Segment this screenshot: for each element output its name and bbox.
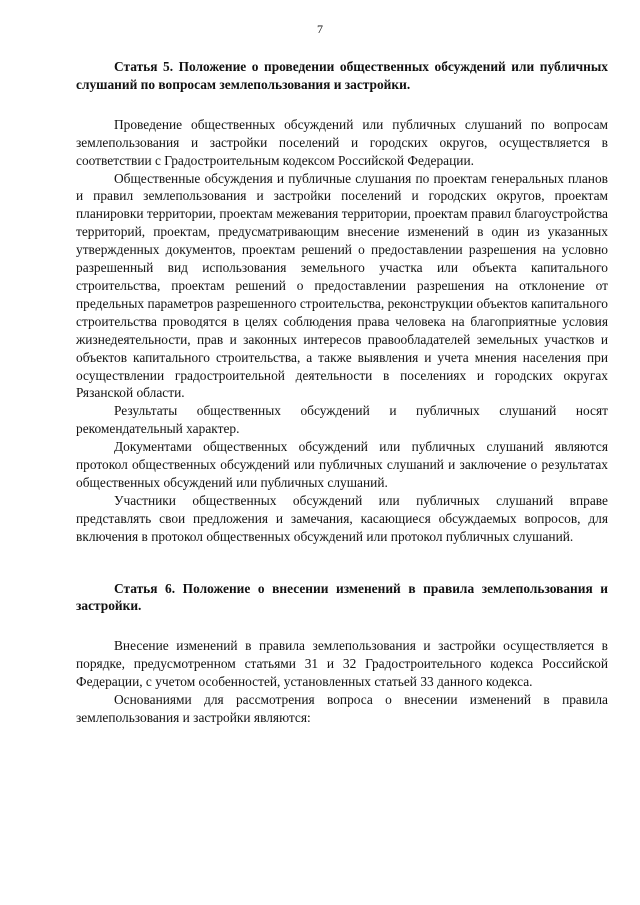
- article-6-paragraph-1: Внесение изменений в правила землепользования и застройки осуществляется в порядке, предусмотренном статьями 31 и 32 Градостроительного кодекса Российской Федерации, с учетом особенностей, установленных статьей 33 данного кодекса.: [76, 638, 608, 690]
- article-5-paragraph-4: Документами общественных обсуждений или публичных слушаний являются протокол общественных обсуждений или публичных слушаний и заключение о результатах общественных обсуждений или публичных слушаний.: [76, 439, 608, 490]
- page-number: 7: [317, 22, 323, 36]
- article-6-section: [76, 580, 608, 727]
- article-5-heading: Статья 5. Положение о проведении общественных обсуждений или публичных слушаний по вопросам землепользования и застройки.: [76, 59, 608, 92]
- spacer: [76, 615, 608, 637]
- article-6-paragraph-2: Основаниями для рассмотрения вопроса о внесении изменений в правила землепользования и застройки являются:: [76, 692, 608, 725]
- article-5-paragraph-1: Проведение общественных обсуждений или публичных слушаний по вопросам землепользования и застройки поселений и городских округов, осуществляется в соответствии с Градостроительным кодексом Российской Федерации.: [76, 116, 608, 168]
- article-5-paragraph-3: Результаты общественных обсуждений и публичных слушаний носят рекомендательный характер.: [76, 403, 608, 437]
- article-5-section: [76, 58, 608, 546]
- document-body: [76, 58, 608, 727]
- article-5-paragraph-5: Участники общественных обсуждений или публичных слушаний вправе представлять свои предложения и замечания, касающиеся обсуждаемых вопросов, для включения в протокол общественных обсуждений или протокол публичных слушаний.: [76, 492, 608, 544]
- spacer: [76, 546, 608, 580]
- article-6-heading: Статья 6. Положение о внесении изменений в правила землепользования и застройки.: [76, 580, 608, 614]
- article-5-paragraph-2: Общественные обсуждения и публичные слушания по проектам генеральных планов и правил землепользования и застройки поселений и городских округов, проектам планировки территории, проектам межевания территории, проектам правил благоустройства территорий, проектам, предусматривающим внесение изменений в один из указанных утвержденных документов, проектам решений о предоставлении разрешения на условно разрешенный вид использования земельного участка или объекта капитального строительства, проектам решений о предоставлении разрешения на отклонение от предельных параметров разрешенного строительства, реконструкции объектов капитального строительства проводятся в целях соблюдения права человека на благоприятные условия жизнедеятельности, прав и законных интересов правообладателей земельных участков и объектов капитального строительства, а также выявления и учета мнения населения при осуществлении градостроительной деятельности в поселениях и городских округах Рязанской области.: [76, 170, 608, 401]
- spacer: [76, 94, 608, 116]
